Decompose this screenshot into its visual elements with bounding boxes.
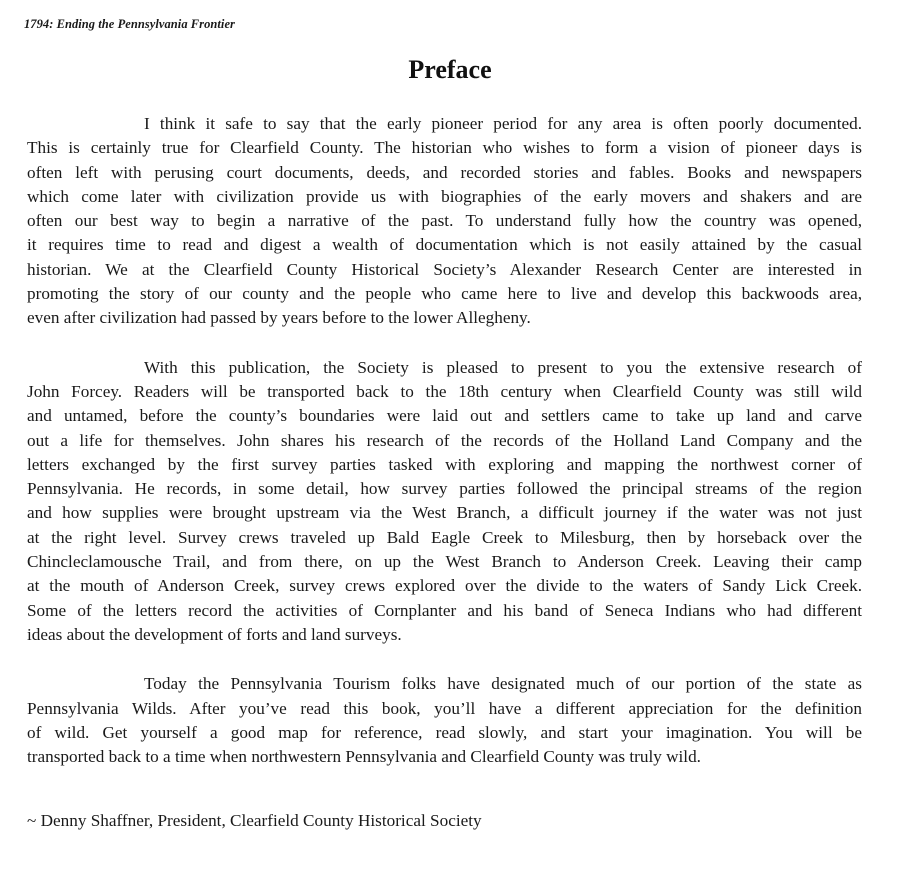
preface-body [27,112,862,769]
text-line: of wild. Get yourself a good map for reference, read slowly, and start your imagination. You will be [27,722,862,742]
text-line: Chincleclamousche Trail, and from there, on up the West Branch to Anderson Creek. Leaving their camp [27,552,862,572]
text-line: Pennsylvania. He records, in some detail, how survey parties followed the principal streams of the region [27,479,862,499]
signature-line: ~ Denny Shaffner, President, Clearfield County Historical Society [27,811,482,830]
text-line: Pennsylvania Wilds. After you’ve read this book, you’ll have a different appreciation for the definition [27,698,862,718]
text-line: it requires time to read and digest a wealth of documentation which is not easily attained by the casual [27,235,862,255]
text-line: often our best way to begin a narrative of the past. To understand fully how the country was opened, [27,211,862,231]
text-line: promoting the story of our county and the people who came here to live and develop this backwoods area, [27,284,862,304]
text-line: I think it safe to say that the early pioneer period for any area is often poorly documented. [144,114,862,133]
text-line: transported back to a time when northwestern Pennsylvania and Clearfield County was truly wild. [27,747,701,767]
page-title: Preface [408,55,492,84]
paragraph-gap [27,647,862,672]
text-line: and how supplies were brought upstream via the West Branch, a difficult journey if the water was not just [27,503,862,523]
text-line: historian. We at the Clearfield County Historical Society’s Alexander Research Center are interested in [27,259,862,279]
text-line: often left with perusing court documents, deeds, and recorded stories and fables. Books and newspapers [27,162,862,182]
text-line: at the mouth of Anderson Creek, survey crews explored over the divide to the waters of Sandy Lick Creek. [27,576,862,596]
text-line: This is certainly true for Clearfield County. The historian who wishes to form a vision of pioneer days is [27,138,862,158]
running-header: 1794: Ending the Pennsylvania Frontier [24,17,235,31]
text-line: even after civilization had passed by years before to the lower Allegheny. [27,308,531,328]
text-line: John Forcey. Readers will be transported back to the 18th century when Clearfield County was still wild [27,381,862,401]
text-line: ideas about the development of forts and land surveys. [27,624,402,644]
paragraph-3 [27,672,862,769]
text-line: out a life for themselves. John shares his research of the records of the Holland Land Company and the [27,430,862,450]
text-line: letters exchanged by the first survey parties tasked with exploring and mapping the northwest corner of [27,454,862,474]
text-line: With this publication, the Society is pleased to present to you the extensive research of [144,357,862,377]
paragraph-gap [27,331,862,356]
paragraph-1 [27,112,862,331]
text-line: which come later with civilization provide us with biographies of the early movers and shakers and are [27,186,862,206]
text-line: Today the Pennsylvania Tourism folks have designated much of our portion of the state as [144,674,862,694]
text-line: Some of the letters record the activities of Cornplanter and his band of Seneca Indians who had different [27,600,862,620]
text-line: and untamed, before the county’s boundaries were laid out and settlers came to take up land and carve [27,406,862,426]
text-line: at the right level. Survey crews traveled up Bald Eagle Creek to Milesburg, then by horseback over the [27,527,862,547]
paragraph-2 [27,356,862,648]
